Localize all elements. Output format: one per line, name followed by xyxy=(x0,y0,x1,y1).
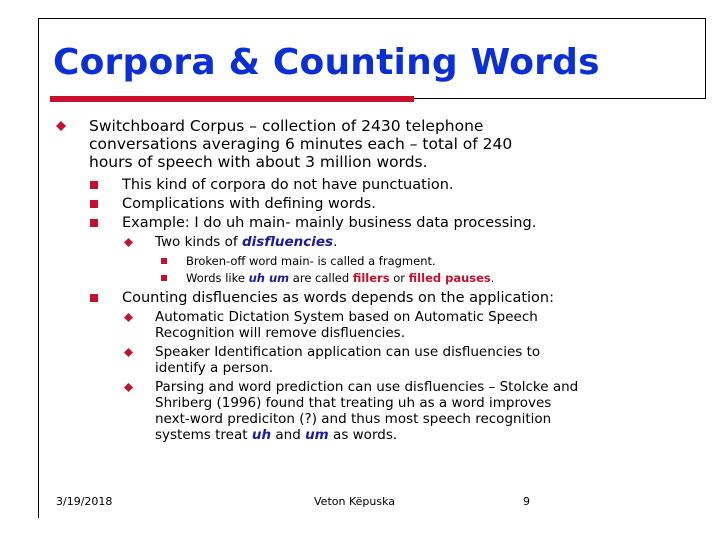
sub-sub-bullet-text: identify a person. xyxy=(155,360,274,376)
text-run: and xyxy=(271,427,306,443)
footer-page-number: 9 xyxy=(523,495,530,508)
footer-date: 3/19/2018 xyxy=(56,495,113,508)
emphasis-term: disfluencies xyxy=(241,234,334,250)
slide-title: Corpora & Counting Words xyxy=(53,42,600,83)
emphasis-term: uh xyxy=(251,427,272,443)
diamond-bullet-icon xyxy=(124,238,133,247)
text-run: . xyxy=(333,234,338,250)
text-run: are called xyxy=(289,271,353,285)
sub-bullet-text: Counting disfluencies as words depends on the application: xyxy=(122,290,555,306)
diamond-bullet-icon xyxy=(124,313,133,322)
sub-bullet-text: Complications with defining words. xyxy=(122,196,376,212)
square-bullet-icon xyxy=(161,258,167,264)
diamond-bullet-icon xyxy=(56,121,66,131)
text-run: Two kinds of xyxy=(155,234,242,250)
level3-bullet-text xyxy=(186,271,494,285)
sub-sub-bullet-text: Automatic Dictation System based on Automatic Speech xyxy=(155,309,538,325)
text-run: as words. xyxy=(328,427,398,443)
sub-sub-bullet-text: Parsing and word prediction can use disfluencies – Stolcke and xyxy=(155,379,579,395)
diamond-bullet-icon xyxy=(124,383,133,392)
sub-sub-bullet-text: Speaker Identification application can use disfluencies to xyxy=(155,344,541,360)
bullet-text-line: hours of speech with about 3 million words. xyxy=(89,153,428,171)
sub-sub-bullet-text xyxy=(155,234,337,251)
text-run: Words like xyxy=(186,271,249,285)
text-run: systems treat xyxy=(155,427,252,443)
sub-bullet-text: This kind of corpora do not have punctuation. xyxy=(122,177,454,193)
sub-sub-bullet-text: Recognition will remove disfluencies. xyxy=(155,325,406,341)
square-bullet-icon xyxy=(90,200,98,208)
highlight-term: fillers xyxy=(352,271,390,285)
footer-author: Veton Këpuska xyxy=(314,495,395,508)
sub-sub-bullet-text: next-word prediciton (?) and thus most speech recognition xyxy=(155,411,552,427)
square-bullet-icon xyxy=(90,181,98,189)
sub-bullet-text: Example: I do uh main- mainly business data processing. xyxy=(122,215,537,231)
level3-bullet-text: Broken-off word main- is called a fragment. xyxy=(186,254,436,268)
bullet-text-line: Switchboard Corpus – collection of 2430 telephone xyxy=(89,117,484,135)
emphasis-term: uh um xyxy=(248,271,290,285)
highlight-term: filled pauses xyxy=(408,271,491,285)
sub-sub-bullet-text xyxy=(155,427,397,444)
diamond-bullet-icon xyxy=(124,348,133,357)
bullet-text-line: conversations averaging 6 minutes each – total of 240 xyxy=(89,135,513,153)
square-bullet-icon xyxy=(90,294,98,302)
sub-sub-bullet-text: Shriberg (1996) found that treating uh as a word improves xyxy=(155,395,552,411)
title-accent-bar xyxy=(50,96,414,102)
emphasis-term: um xyxy=(305,427,329,443)
square-bullet-icon xyxy=(90,219,98,227)
slide-frame-left xyxy=(38,18,39,518)
square-bullet-icon xyxy=(161,275,167,281)
text-run: or xyxy=(389,271,409,285)
text-run: . xyxy=(490,271,495,285)
